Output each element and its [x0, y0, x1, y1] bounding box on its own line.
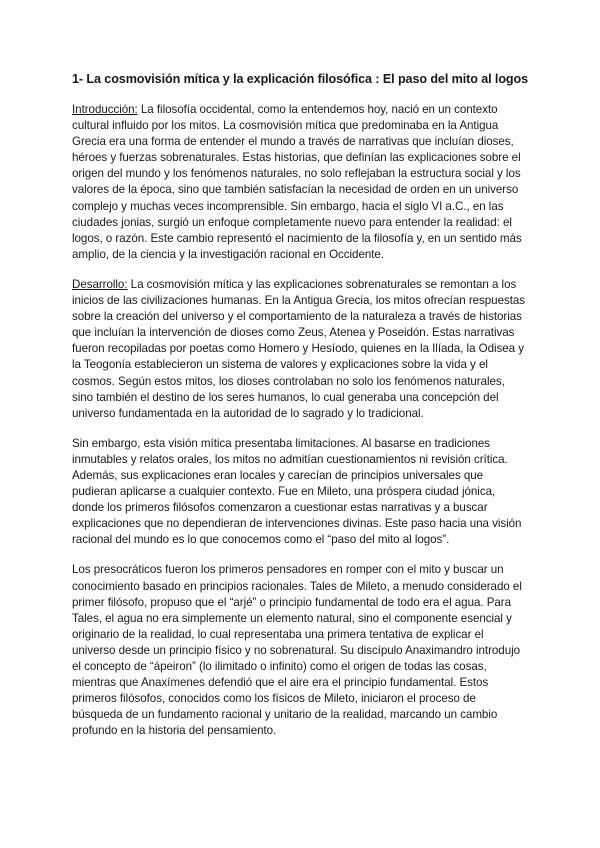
desarrollo-paragraph: [72, 277, 528, 422]
desarrollo-heading: Desarrollo:: [72, 277, 128, 291]
page-title: 1- La cosmovisión mítica y la explicación filosófica : El paso del mito al logos: [72, 72, 528, 86]
intro-text: La filosofía occidental, como la entendemos hoy, nació en un contexto cultural influido por los mitos. La cosmovisión mítica que predominaba en la Antigua Grecia era una forma de entender el mundo a través de narrativas que incluían dioses, héroes y fuerzas sobrenaturales. Estas historias, que definían las explicaciones sobre el origen del mundo y los fenómenos naturales, no solo reflejaban la estructura social y los valores de la época, sino que también satisfacían la necesidad de orden en un universo complejo y muchas veces incomprensible. Sin embargo, hacia el siglo VI a.C., en las ciudades jonias, surgió un enfoque completamente nuevo para entender la realidad: el logos, o razón. Este cambio representó el nacimiento de la filosofía y, en un sentido más amplio, de la ciencia y la investigación racional en Occidente.: [72, 103, 522, 261]
body-paragraph-3: Sin embargo, esta visión mítica presentaba limitaciones. Al basarse en tradiciones inmutables y relatos orales, los mitos no admitían cuestionamientos ni revisión crítica. Además, sus explicaciones eran locales y carecían de principios universales que pudieran aplicarse a cualquier contexto. Fue en Mileto, una próspera ciudad jónica, donde los primeros filósofos comenzaron a cuestionar estas narrativas y a buscar explicaciones que no dependieran de intervenciones divinas. Este paso hacia una visión racional del mundo es lo que conocemos como el “paso del mito al logos”.: [72, 436, 522, 547]
body-paragraph-4: Los presocráticos fueron los primeros pensadores en romper con el mito y buscar un conocimiento basado en principios racionales. Tales de Mileto, a menudo considerado el primer filósofo, propuso que el “arjé” o principio fundamental de todo era el agua. Para Tales, el agua no era simplemente un elemento natural, sino el componente esencial y originario de la realidad, lo cual representaba una primera tentativa de explicar el universo desde un principio físico y no sobrenatural. Su discípulo Anaximandro introdujo el concepto de “ápeiron” (lo ilimitado o infinito) como el origen de todas las cosas, mientras que Anaxímenes defendió que el aire era el principio fundamental. Estos primeros filósofos, conocidos como los físicos de Mileto, iniciaron el proceso de búsqueda de un fundamento racional y unitario de la realidad, marcando un cambio profundo en la historia del pensamiento.: [72, 563, 522, 738]
intro-heading: Introducción:: [72, 103, 138, 116]
intro-paragraph: [72, 102, 528, 263]
desarrollo-text: La cosmovisión mítica y las explicaciones sobrenaturales se remontan a los inicios de las civilizaciones humanas. En la Antigua Grecia, los mitos ofrecían respuestas sobre la creación del universo y el comportamiento de la naturaleza a través de historias que incluían la intervención de dioses como Zeus, Atenea y Poseidón. Estas narrativas fueron recopiladas por poetas como Homero y Hesíodo, quienes en la Ilíada, la Odisea y la Teogonía establecieron un sistema de valores y explicaciones sobre la vida y el cosmos. Según estos mitos, los dioses controlaban no solo los fenómenos naturales, sino también el destino de los seres humanos, lo cual generaba una concepción del universo fundamentada en la autoridad de lo sagrado y lo tradicional.: [72, 277, 526, 420]
